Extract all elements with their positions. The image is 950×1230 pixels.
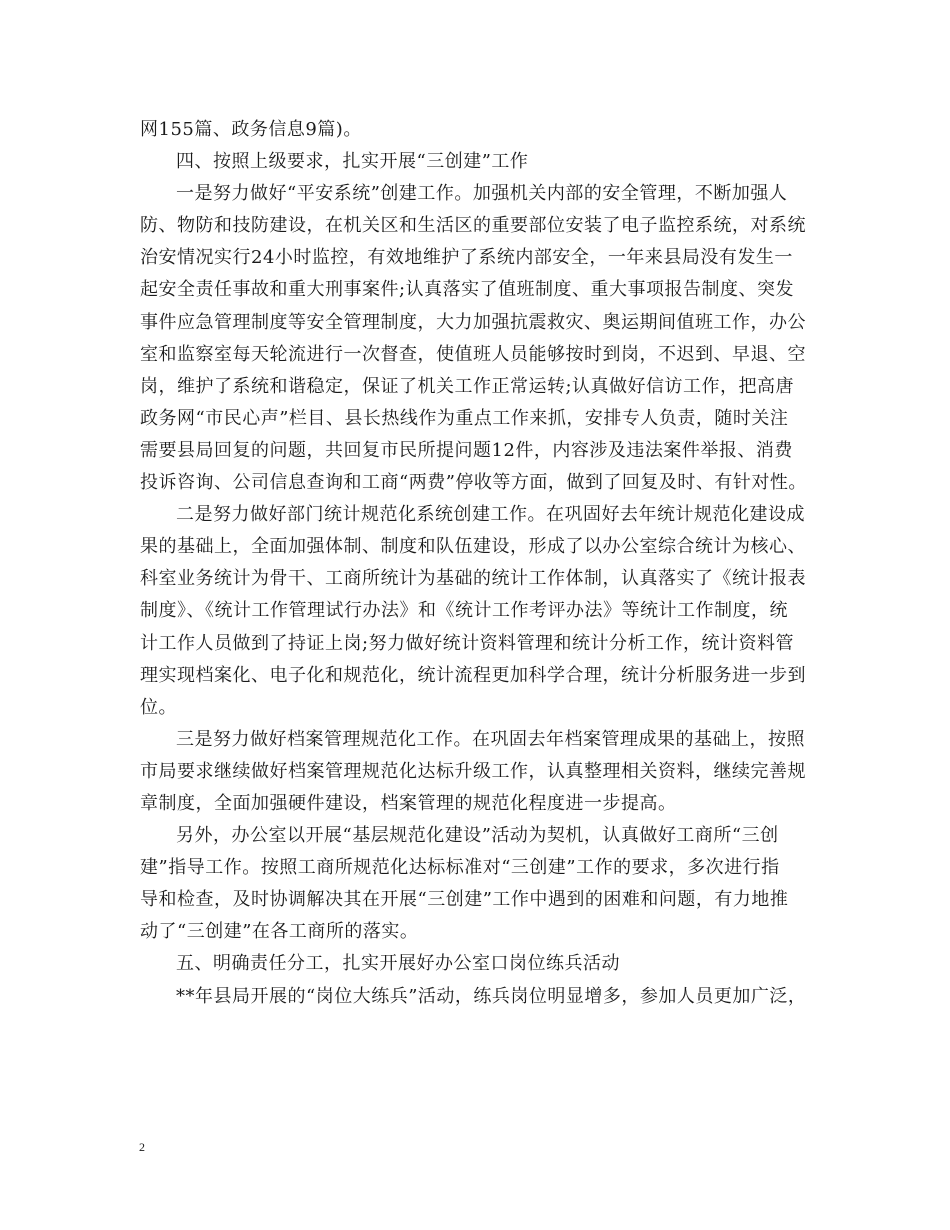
text-line: 五、明确责任分工，扎实开展好办公室口岗位练兵活动: [176, 953, 620, 975]
text-line: 章制度，全面加强硬件建设，档案管理的规范化程度进一步提高。: [140, 792, 677, 814]
text-line: 动了“三创建”在各工商所的落实。: [140, 921, 419, 943]
text-line: 四、按照上级要求，扎实开展“三创建”工作: [176, 151, 529, 173]
text-line: 投诉咨询、公司信息查询和工商“两费”停收等方面，做到了回复及时、有针对性。: [140, 472, 807, 494]
text-line: **年县局开展的“岗位大练兵”活动，练兵岗位明显增多，参加人员更加广泛，: [176, 985, 807, 1007]
text-line: 计工作人员做到了持证上岗;努力做好统计资料管理和统计分析工作，统计资料管: [140, 632, 795, 654]
text-line: 位。: [140, 696, 177, 718]
document-body: [140, 114, 820, 1013]
text-line: 导和检查，及时协调解决其在开展“三创建”工作中遇到的困难和问题，有力地推: [140, 889, 789, 911]
page-number: 2: [139, 1140, 145, 1154]
text-line: 事件应急管理制度等安全管理制度，大力加强抗震救灾、奥运期间值班工作，办公: [140, 311, 806, 333]
text-line: 政务网“市民心声”栏目、县长热线作为重点工作来抓，安排专人负责，随时关注: [140, 407, 789, 429]
text-line: 岗，维护了系统和谐稳定，保证了机关工作正常运转;认真做好信访工作，把高唐: [140, 375, 795, 397]
text-line: 起安全责任事故和重大刑事案件;认真落实了值班制度、重大事项报告制度、突发: [140, 279, 795, 301]
text-line: 制度》、《统计工作管理试行办法》和《统计工作考评办法》等统计工作制度，统: [140, 600, 788, 622]
text-line: 理实现档案化、电子化和规范化，统计流程更加科学合理，统计分析服务进一步到: [140, 664, 806, 686]
text-line: 科室业务统计为骨干、工商所统计为基础的统计工作体制，认真落实了《统计报表: [140, 568, 806, 590]
text-line: 市局要求继续做好档案管理规范化达标升级工作，认真整理相关资料，继续完善规: [140, 760, 806, 782]
text-line: 网155篇、政务信息9篇)。: [140, 119, 362, 140]
text-line: 一是努力做好“平安系统”创建工作。加强机关内部的安全管理，不断加强人: [176, 183, 788, 205]
text-line: 室和监察室每天轮流进行一次督查，使值班人员能够按时到岗，不迟到、早退、空: [140, 343, 806, 365]
text-line: 需要县局回复的问题，共回复市民所提问题12件，内容涉及违法案件举报、消费: [140, 439, 793, 461]
text-line: 二是努力做好部门统计规范化系统创建工作。在巩固好去年统计规范化建设成: [176, 504, 805, 526]
text-line: 另外，办公室以开展“基层规范化建设”活动为契机，认真做好工商所“三创: [176, 825, 779, 847]
text-line: 防、物防和技防建设，在机关区和生活区的重要部位安装了电子监控系统，对系统: [140, 215, 806, 237]
text-line: 果的基础上，全面加强体制、制度和队伍建设，形成了以办公室综合统计为核心、: [140, 536, 806, 558]
text-line: 治安情况实行24小时监控，有效地维护了系统内部安全，一年来县局没有发生一: [140, 247, 793, 269]
text-line: 三是努力做好档案管理规范化工作。在巩固去年档案管理成果的基础上，按照: [176, 728, 805, 750]
text-line: 建”指导工作。按照工商所规范化达标标准对“三创建”工作的要求，多次进行指: [140, 857, 780, 879]
